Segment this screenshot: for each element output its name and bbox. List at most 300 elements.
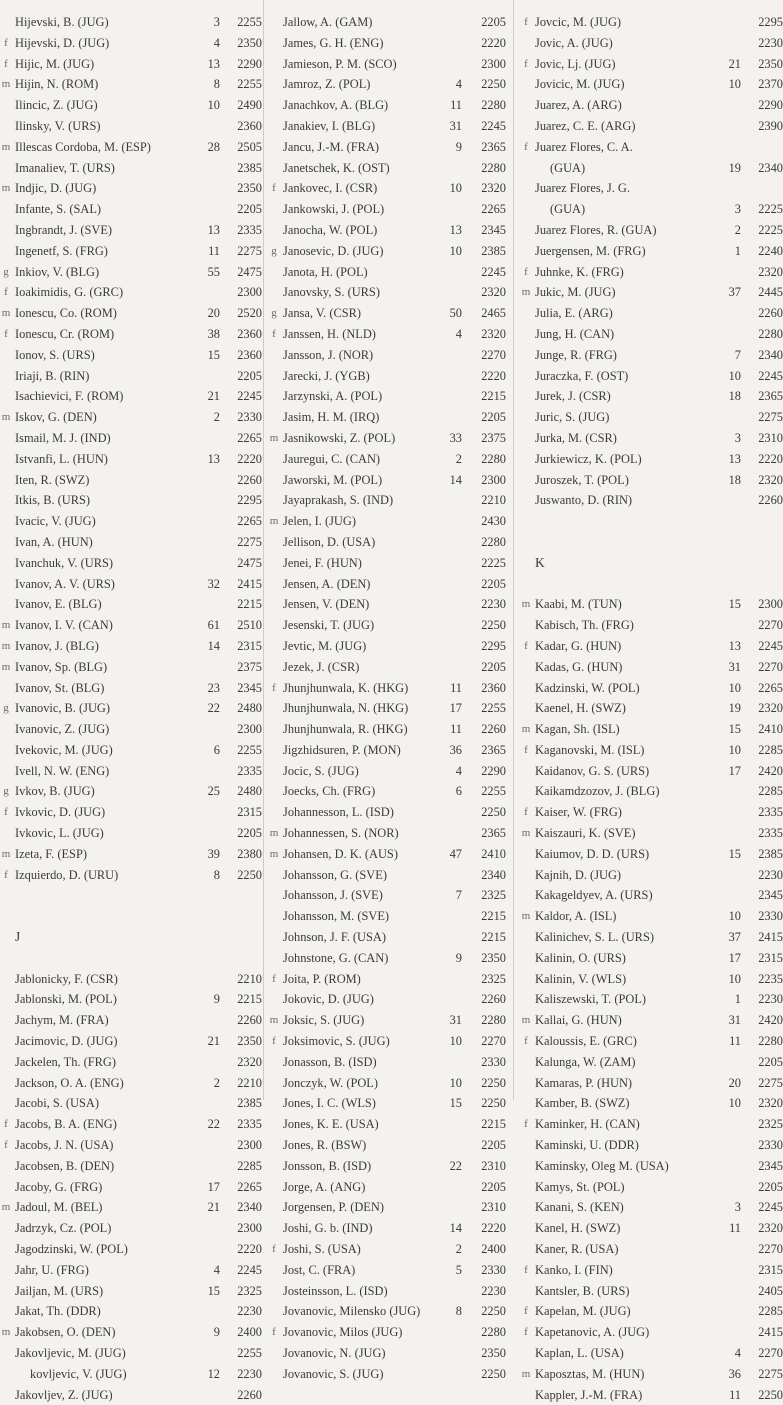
- games-count: 11: [729, 1387, 741, 1402]
- title-flag: m: [1, 78, 11, 91]
- player-entry: [520, 1093, 783, 1114]
- title-flag: f: [524, 1305, 528, 1318]
- player-entry: [268, 511, 508, 532]
- games-count: 17: [728, 763, 741, 778]
- player-name: Ilinsky, V. (URS): [15, 118, 101, 133]
- player-entry: [520, 844, 783, 865]
- player-name: Janovsky, S. (URS): [283, 285, 380, 300]
- elo-rating: 2375: [481, 430, 506, 445]
- player-name: Jarzynski, A. (POL): [283, 389, 383, 404]
- player-name: Kaiumov, D. D. (URS): [535, 846, 650, 861]
- player-name: Ivkovic, D. (JUG): [15, 805, 106, 820]
- player-entry: [268, 116, 508, 137]
- title-flag: f: [272, 1243, 276, 1256]
- games-count: 28: [207, 139, 220, 154]
- player-name: Joksic, S. (JUG): [283, 1013, 365, 1028]
- player-entry: [268, 1135, 508, 1156]
- player-entry: [0, 470, 262, 491]
- title-flag: m: [269, 431, 279, 444]
- player-entry: [0, 719, 262, 740]
- player-name: Kaliszewski, T. (POL): [535, 992, 647, 1007]
- player-entry: [268, 178, 508, 199]
- games-count: 10: [728, 909, 741, 924]
- elo-rating: 2445: [758, 285, 783, 300]
- player-entry: [520, 262, 783, 283]
- player-entry: [268, 678, 508, 699]
- player-name: Jakovljevic, M. (JUG): [15, 1346, 126, 1360]
- elo-rating: 2360: [237, 347, 262, 362]
- player-name: Kaposztas, M. (HUN): [535, 1366, 645, 1381]
- player-entry: [268, 1031, 508, 1052]
- player-entry: [0, 199, 262, 220]
- player-entry: [268, 199, 508, 220]
- player-name: Itkis, B. (URS): [15, 493, 91, 508]
- player-entry: [268, 615, 508, 636]
- player-entry: [520, 178, 783, 199]
- games-count: 22: [207, 1117, 220, 1132]
- player-entry: [520, 95, 783, 116]
- games-count: 4: [213, 35, 220, 50]
- section-heading: [0, 927, 262, 948]
- player-name: Kaldor, A. (ISL): [535, 909, 617, 924]
- player-entry: [268, 802, 508, 823]
- games-count: 37: [728, 285, 741, 300]
- player-name: Joita, P. (ROM): [283, 971, 361, 986]
- player-name: Hijevski, D. (JUG): [15, 35, 110, 50]
- elo-rating: 2230: [237, 1304, 262, 1319]
- player-name: Kaplan, L. (USA): [535, 1346, 624, 1360]
- player-entry: [520, 1385, 783, 1405]
- elo-rating: 2245: [237, 389, 262, 404]
- elo-rating: 2365: [758, 389, 783, 404]
- player-entry: [268, 241, 508, 262]
- games-count: 10: [207, 98, 220, 113]
- games-count: 8: [213, 77, 220, 92]
- elo-rating: 2275: [758, 410, 783, 425]
- player-entry: [0, 1114, 262, 1135]
- player-entry: [268, 1156, 508, 1177]
- player-name: Juraczka, F. (OST): [535, 368, 629, 383]
- elo-rating: 2350: [481, 1346, 506, 1360]
- elo-rating: 2205: [237, 202, 262, 217]
- elo-rating: 2320: [237, 1054, 262, 1069]
- player-entry: [520, 1177, 783, 1198]
- games-count: 3: [734, 202, 741, 217]
- elo-rating: 2210: [237, 1075, 262, 1090]
- player-name: Jonasson, B. (ISD): [283, 1054, 377, 1069]
- player-entry: [520, 1281, 783, 1302]
- title-flag: f: [272, 681, 276, 694]
- elo-rating: 2360: [237, 118, 262, 133]
- player-name: Kalinin, O. (URS): [535, 950, 626, 965]
- elo-rating: 2325: [237, 1283, 262, 1298]
- elo-rating: 2335: [237, 763, 262, 778]
- player-entry: [0, 1093, 262, 1114]
- player-name: Jamroz, Z. (POL): [283, 77, 371, 92]
- elo-rating: 2420: [758, 1013, 783, 1028]
- games-count: 17: [207, 1179, 220, 1194]
- player-entry: [268, 12, 508, 33]
- player-name: Jhunjhunwala, K. (HKG): [283, 680, 409, 695]
- games-count: 1: [734, 992, 741, 1007]
- section-letter: K: [535, 554, 545, 570]
- player-entry: [268, 220, 508, 241]
- games-count: 21: [207, 1200, 220, 1215]
- player-name: Joksimovic, S. (JUG): [283, 1034, 390, 1049]
- elo-rating: 2230: [237, 1366, 262, 1381]
- title-flag: f: [272, 1326, 276, 1339]
- games-count: 2: [455, 451, 462, 466]
- games-count: 10: [449, 1075, 462, 1090]
- player-name: Jahr, U. (FRG): [15, 1262, 89, 1277]
- player-name: Jansson, J. (NOR): [283, 347, 374, 362]
- player-entry: [0, 698, 262, 719]
- player-entry: [268, 262, 508, 283]
- elo-rating: 2345: [237, 680, 262, 695]
- elo-rating: 2340: [481, 867, 506, 882]
- player-entry: [0, 574, 262, 595]
- elo-rating: 2255: [481, 701, 506, 716]
- player-entry: [0, 282, 262, 303]
- elo-rating: 2220: [237, 1242, 262, 1257]
- elo-rating: 2385: [481, 243, 506, 258]
- player-name: Janocha, W. (POL): [283, 222, 378, 237]
- player-entry: [0, 33, 262, 54]
- elo-rating: 2250: [481, 1366, 506, 1381]
- title-flag: m: [521, 286, 531, 299]
- player-entry: [268, 470, 508, 491]
- elo-rating: 2210: [237, 971, 262, 986]
- player-name: Imanaliev, T. (URS): [15, 160, 115, 175]
- player-entry: [520, 386, 783, 407]
- elo-rating: 2350: [758, 56, 783, 71]
- player-name: (GUA): [550, 202, 586, 217]
- player-entry: [520, 449, 783, 470]
- blank-row: [0, 906, 262, 927]
- player-entry: [268, 657, 508, 678]
- elo-rating: 2335: [758, 805, 783, 820]
- player-name: Joecks, Ch. (FRG): [283, 784, 376, 799]
- player-entry: [268, 366, 508, 387]
- player-entry: [0, 95, 262, 116]
- elo-rating: 2275: [758, 1075, 783, 1090]
- games-count: 55: [207, 264, 220, 279]
- elo-rating: 2220: [237, 451, 262, 466]
- player-name: Johnstone, G. (CAN): [283, 950, 389, 965]
- player-name: Jancu, J.-M. (FRA): [283, 139, 380, 154]
- player-entry: [520, 1010, 783, 1031]
- player-entry: [520, 1073, 783, 1094]
- player-entry: [0, 158, 262, 179]
- player-name: Jallow, A. (GAM): [283, 15, 373, 29]
- title-flag: f: [524, 1118, 528, 1131]
- elo-rating: 2475: [237, 264, 262, 279]
- player-entry: [0, 657, 262, 678]
- elo-rating: 2250: [481, 77, 506, 92]
- player-entry: [268, 1093, 508, 1114]
- title-flag: m: [269, 1014, 279, 1027]
- elo-rating: 2360: [481, 680, 506, 695]
- player-name: Juarez, C. E. (ARG): [535, 118, 636, 133]
- player-name: Johannesson, L. (ISD): [283, 805, 394, 820]
- elo-rating: 2300: [481, 472, 506, 487]
- player-entry: [268, 324, 508, 345]
- games-count: 33: [449, 430, 462, 445]
- player-entry: [0, 407, 262, 428]
- player-name: Jurkiewicz, K. (POL): [535, 451, 642, 466]
- elo-rating: 2385: [237, 160, 262, 175]
- elo-rating: 2260: [237, 472, 262, 487]
- player-entry: [268, 906, 508, 927]
- player-entry: [268, 1322, 508, 1343]
- player-entry: [0, 823, 262, 844]
- elo-rating: 2280: [481, 1013, 506, 1028]
- games-count: 10: [449, 181, 462, 196]
- games-count: 4: [734, 1346, 741, 1360]
- player-entry: [0, 781, 262, 802]
- player-name: Hijevski, B. (JUG): [15, 15, 109, 29]
- player-name: Johansson, J. (SVE): [283, 888, 383, 903]
- player-entry: [0, 1135, 262, 1156]
- elo-rating: 2285: [758, 784, 783, 799]
- elo-rating: 2260: [758, 306, 783, 321]
- elo-rating: 2250: [481, 618, 506, 633]
- elo-rating: 2420: [758, 763, 783, 778]
- games-count: 9: [213, 1325, 220, 1340]
- elo-rating: 2300: [237, 1221, 262, 1236]
- elo-rating: 2385: [237, 1096, 262, 1111]
- elo-rating: 2260: [481, 722, 506, 737]
- elo-rating: 2215: [481, 909, 506, 924]
- player-entry: [0, 969, 262, 990]
- elo-rating: 2335: [758, 826, 783, 841]
- player-entry: [268, 95, 508, 116]
- player-name: Kadas, G. (HUN): [535, 659, 623, 674]
- player-entry: [268, 1114, 508, 1135]
- player-entry: [268, 428, 508, 449]
- title-flag: f: [272, 1035, 276, 1048]
- player-entry: [0, 865, 262, 886]
- column-1: [0, 12, 262, 1402]
- elo-rating: 2205: [481, 659, 506, 674]
- elo-rating: 2235: [758, 971, 783, 986]
- player-name: Illescas Cordoba, M. (ESP): [15, 139, 151, 154]
- player-name: Jelen, I. (JUG): [283, 514, 356, 529]
- player-name: Janota, H. (POL): [283, 264, 368, 279]
- player-entry: [0, 386, 262, 407]
- elo-rating: 2360: [237, 326, 262, 341]
- player-entry: [0, 54, 262, 75]
- player-entry: [268, 594, 508, 615]
- elo-rating: 2270: [481, 347, 506, 362]
- games-count: 6: [213, 742, 220, 757]
- blank-row: [0, 948, 262, 969]
- player-name: Joshi, S. (USA): [283, 1242, 361, 1257]
- games-count: 20: [728, 1075, 741, 1090]
- player-name: Kalinichev, S. L. (URS): [535, 930, 654, 945]
- player-name: Jayaprakash, S. (IND): [283, 493, 394, 508]
- player-name: Jensen, A. (DEN): [283, 576, 371, 591]
- elo-rating: 2490: [237, 98, 262, 113]
- games-count: 8: [455, 1304, 462, 1319]
- player-entry: [520, 989, 783, 1010]
- elo-rating: 2275: [237, 243, 262, 258]
- player-entry: [520, 33, 783, 54]
- player-entry: [268, 1281, 508, 1302]
- player-name: Hijin, N. (ROM): [15, 77, 99, 92]
- player-entry: [268, 158, 508, 179]
- player-name: Ivanov, J. (BLG): [15, 638, 99, 653]
- player-name: Junge, R. (FRG): [535, 347, 617, 362]
- elo-rating: 2300: [481, 56, 506, 71]
- elo-rating: 2325: [758, 1117, 783, 1132]
- player-entry: [268, 1301, 508, 1322]
- elo-rating: 2245: [758, 1200, 783, 1215]
- games-count: 15: [728, 846, 741, 861]
- player-entry: [520, 719, 783, 740]
- player-entry: [268, 33, 508, 54]
- player-name: Jonsson, B. (ISD): [283, 1158, 372, 1173]
- title-flag: f: [272, 182, 276, 195]
- games-count: 37: [728, 930, 741, 945]
- player-name: Jevtic, M. (JUG): [283, 638, 367, 653]
- games-count: 3: [213, 15, 220, 29]
- player-entry: [0, 241, 262, 262]
- elo-rating: 2350: [237, 181, 262, 196]
- player-name: Jovanovic, S. (JUG): [283, 1366, 384, 1381]
- player-entry: [0, 1322, 262, 1343]
- elo-rating: 2510: [237, 618, 262, 633]
- player-name: Kamaras, P. (HUN): [535, 1075, 633, 1090]
- player-name: Ingenetf, S. (FRG): [15, 243, 108, 258]
- games-count: 15: [728, 722, 741, 737]
- games-count: 36: [728, 1366, 741, 1381]
- player-name: Kakageldyev, A. (URS): [535, 888, 653, 903]
- player-entry: [0, 1260, 262, 1281]
- games-count: 18: [728, 389, 741, 404]
- elo-rating: 2480: [237, 701, 262, 716]
- player-name: Jakobsen, O. (DEN): [15, 1325, 116, 1340]
- games-count: 5: [455, 1262, 462, 1277]
- player-name: Jovic, Lj. (JUG): [535, 56, 616, 71]
- games-count: 11: [729, 1034, 741, 1049]
- player-entry: [268, 490, 508, 511]
- player-name: Jacobs, J. N. (USA): [15, 1138, 114, 1153]
- player-entry: [0, 802, 262, 823]
- elo-rating: 2415: [237, 576, 262, 591]
- player-entry: [268, 948, 508, 969]
- player-entry: [268, 54, 508, 75]
- player-entry: [268, 574, 508, 595]
- elo-rating: 2230: [758, 867, 783, 882]
- player-name: Jovcic, M. (JUG): [535, 15, 622, 29]
- elo-rating: 2410: [758, 722, 783, 737]
- title-flag: f: [524, 265, 528, 278]
- elo-rating: 2330: [481, 1054, 506, 1069]
- title-flag: m: [521, 723, 531, 736]
- player-name: Jasnikowski, Z. (POL): [283, 430, 396, 445]
- elo-rating: 2350: [237, 35, 262, 50]
- player-name: Kaminski, U. (DDR): [535, 1138, 639, 1153]
- player-name: Kaabi, M. (TUN): [535, 597, 622, 612]
- player-entry: [0, 220, 262, 241]
- title-flag: g: [271, 244, 277, 257]
- title-flag: g: [271, 307, 277, 320]
- elo-rating: 2230: [758, 992, 783, 1007]
- elo-rating: 2280: [481, 451, 506, 466]
- player-name: Jakovljev, Z. (JUG): [15, 1387, 113, 1402]
- elo-rating: 2205: [481, 15, 506, 29]
- elo-rating: 2335: [237, 222, 262, 237]
- elo-rating: 2320: [758, 1096, 783, 1111]
- player-name: Jacobi, S. (USA): [15, 1096, 99, 1111]
- games-count: 18: [728, 472, 741, 487]
- games-count: 15: [449, 1096, 462, 1111]
- player-entry: [268, 969, 508, 990]
- player-entry: [0, 1364, 262, 1385]
- player-name: Kanani, S. (KEN): [535, 1200, 624, 1215]
- player-name: Jacimovic, D. (JUG): [15, 1034, 118, 1049]
- elo-rating: 2285: [758, 1304, 783, 1319]
- elo-rating: 2320: [758, 472, 783, 487]
- elo-rating: 2290: [481, 763, 506, 778]
- column-divider: [263, 0, 264, 1100]
- elo-rating: 2300: [237, 285, 262, 300]
- player-entry: [0, 449, 262, 470]
- player-name: James, G. H. (ENG): [283, 35, 384, 50]
- player-name: Jones, R. (BSW): [283, 1138, 367, 1153]
- elo-rating: 2250: [758, 1387, 783, 1402]
- elo-rating: 2505: [237, 139, 262, 154]
- player-entry: [0, 12, 262, 33]
- title-flag: f: [524, 140, 528, 153]
- player-name: Kabisch, Th. (FRG): [535, 618, 634, 633]
- elo-rating: 2315: [237, 638, 262, 653]
- player-name: Ionescu, Cr. (ROM): [15, 326, 115, 341]
- title-flag: f: [524, 806, 528, 819]
- player-name: Jablonski, M. (POL): [15, 992, 117, 1007]
- title-flag: m: [1, 411, 11, 424]
- player-entry: [0, 1031, 262, 1052]
- player-entry: [0, 761, 262, 782]
- player-entry: [0, 262, 262, 283]
- title-flag: m: [1, 847, 11, 860]
- elo-rating: 2285: [758, 742, 783, 757]
- player-entry: [268, 989, 508, 1010]
- player-name: Kaner, R. (USA): [535, 1242, 619, 1257]
- title-flag: m: [269, 847, 279, 860]
- player-name: Ingbrandt, J. (SVE): [15, 222, 113, 237]
- games-count: 10: [728, 971, 741, 986]
- player-entry: [268, 1197, 508, 1218]
- player-entry: [520, 823, 783, 844]
- games-count: 13: [449, 222, 462, 237]
- elo-rating: 2345: [758, 888, 783, 903]
- title-flag: m: [1, 639, 11, 652]
- player-name: Jankowski, J. (POL): [283, 202, 385, 217]
- column-2: [268, 12, 508, 1381]
- games-count: 20: [207, 306, 220, 321]
- elo-rating: 2295: [758, 15, 783, 29]
- elo-rating: 2280: [481, 160, 506, 175]
- elo-rating: 2215: [237, 597, 262, 612]
- player-name: Ivanov, A. V. (URS): [15, 576, 115, 591]
- player-entry: [0, 1010, 262, 1031]
- games-count: 2: [213, 410, 220, 425]
- player-entry: [268, 719, 508, 740]
- player-name: Kapetanovic, A. (JUG): [535, 1325, 650, 1340]
- column-3: [520, 12, 783, 1402]
